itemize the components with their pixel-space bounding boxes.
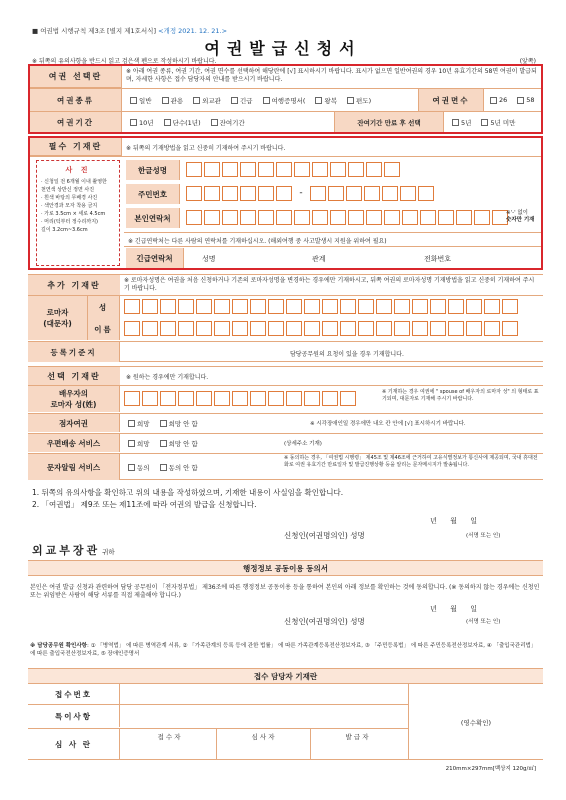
period-single[interactable]: 단수(1년) [160,118,201,127]
roman-label [28,296,88,340]
passport-period-options [126,118,251,127]
type-general[interactable]: 일반 [126,96,152,105]
delivery-label: 우편배송 서비스 [28,434,120,452]
col-issuer: 발 급 자 [345,733,369,741]
special-label: 특이사항 [28,705,120,727]
delivery-options [124,439,204,448]
after-5y[interactable]: 5년 [448,118,471,127]
braille-note: ※ 시각장애인일 경우에만 내오 칸 안에 [√] 표시하시기 바랍니다. [310,421,466,427]
delivery-no[interactable]: 희망 안 함 [156,439,198,448]
optional-notice: ※ 원하는 경우에만 기재합니다. [126,374,209,381]
photo-box[interactable] [36,160,120,266]
required-notice: ※ 뒤쪽의 기재방법을 읽고 신중히 기재하여 주시기 바랍니다. [126,145,286,152]
fee-confirm: (영수확인) [460,719,492,727]
type-diplomat[interactable]: 외교관 [189,96,221,105]
given-label: 이름 [88,318,120,340]
admin-share-header [28,560,543,576]
standard-note: 담당공무원의 요청이 있을 경우 기재합니다. [290,351,404,358]
declaration-signer: 신청인(여권명의인) 성명 [284,531,365,540]
col-receiver: 접 수 자 [157,733,181,741]
required-label: 필수 기재란 [30,138,122,156]
phone-note [506,210,534,224]
form-reference [32,26,227,35]
sms-note: ※ 동의하는 경우, 「여권법 시행령」 제45조 및 제46조에 근거하여 고유식별정보가 통신사에 제공되며, 국내 휴대전화로 여권 유효기간 만료일자 및 발급진행상황 등을 알리는 문자메시지가 발송됩니다. [284,455,538,468]
phone-boxes[interactable] [186,210,508,225]
declaration-date: 년 월 일 [430,517,477,525]
spouse-label-1: 배우자의 [59,389,88,398]
given-boxes[interactable] [124,321,518,336]
passport-type-label: 여권종류 [30,89,122,111]
delivery-yes[interactable]: 희망 [124,439,150,448]
rrn-boxes[interactable]: - [186,186,434,201]
form-reg: ■ 여권법 시행규칙 제3조 [별지 제1호서식] [32,27,157,35]
after-under-5y[interactable]: 5년 미만 [477,118,515,127]
declaration-line-2: 2. 「여권법」 제9조 또는 제11조에 따라 여권의 발급을 신청합니다. [32,500,257,509]
rrn-label: 주민번호 [126,184,180,204]
recipient-honorific: 귀하 [102,548,115,556]
photo-line: · 흰색 바탕의 무배경 사진 [41,195,98,201]
official-check-text: : ① 「병역법」 에 따른 병역관계 서류, ② 「가족관계의 등록 등에 관한 법률」 에 따른 가족관계등록전산정보자료, ③ 「주민등록법」 에 따른 주민등록전산정보자료, ④ 「출입국관리법」 에 따른 출입국전산정보자료, ⑤ 장애인증명서 [30,643,537,657]
korean-name-label: 한글성명 [126,160,180,180]
recipient [32,542,115,558]
admin-share-body: 본인은 여권 발급 신청과 관련하여 담당 공무원이 「전자정부법」 제36조에 따른 행정정보 공동이용 등을 통하여 본인의 아래 정보를 확인하는 것에 동의합니다. (※ 동의하지 않는 경우에는 신청인 또는 위임받은 사람이 해당 서류를 직접 제출해야 합니다.) [30,584,540,599]
spouse-label-2: 로마자 성(姓) [50,400,97,409]
photo-title: 사 진 [65,166,91,174]
photo-line: · 색안경과 모자 착용 금지 [41,203,98,209]
receipt-no-label: 접수번호 [28,684,120,704]
photo-line: 천연색 상반신 정면 사진 [41,187,95,193]
pages-58[interactable]: 58 [513,96,534,104]
passport-select-section [28,64,543,134]
type-emergency[interactable]: 긴급 [227,96,253,105]
additional-label: 추가 기재란 [28,275,120,295]
standard-label: 등록기준지 [28,342,120,362]
optional-label: 선택 기재란 [28,367,120,385]
braille-options [124,419,204,428]
surname-boxes[interactable] [124,299,518,314]
delivery-note: (상세주소 기재) [284,441,322,447]
declaration-sign: (서명 또는 인) [466,533,501,539]
additional-section [28,274,543,362]
sms-disagree[interactable]: 동의 안 함 [156,463,198,472]
type-oneway[interactable]: 편도) [343,96,371,105]
admin-share-date: 년 월 일 [430,605,477,613]
col-reviewer: 심 사 자 [251,733,275,741]
office-header [28,668,543,684]
official-check [30,642,540,658]
admin-share-sign: (서명 또는 인) [466,619,501,625]
official-check-label: ※ 담당공무원 확인사항 [30,643,87,649]
type-official[interactable]: 관용 [158,96,184,105]
type-travel-cert[interactable]: 여행증명서( [259,96,306,105]
sms-label: 문자알림 서비스 [28,454,120,480]
additional-notice: ※ 로마자성명은 여권을 처음 신청하거나 기존의 로마자성명을 변경하는 경우에만 기재하시고, 뒤쪽 여권의 로마자성명 기재방법을 읽고 신중히 기재하여 주시기 바랍니다. [124,277,535,292]
korean-name-boxes[interactable] [186,162,400,177]
form-title: 여권발급신청서 [204,39,362,58]
spouse-label [28,386,120,412]
roman-label-2: (대문자) [43,319,72,328]
page-side: (앞쪽) [519,58,536,65]
sms-agree[interactable]: 동의 [124,463,150,472]
photo-line: · 머리(턱부터 정수리까지) [41,219,98,225]
photo-line: · 신청일 전 6개월 이내 촬영한 [41,179,107,185]
optional-section [28,366,543,480]
required-section [28,136,543,270]
emergency-label: 긴급연락처 [126,248,184,268]
passport-pages-options [486,96,541,104]
reviewer-label: 심 사 란 [28,729,120,759]
period-10y[interactable]: 10년 [126,118,154,127]
period-remaining[interactable]: 잔여기간 [207,118,245,127]
emergency-relation: 관계 [312,255,326,263]
braille-yes[interactable]: 희망 [124,419,150,428]
phone-label: 본인연락처 [126,208,180,228]
passport-select-label: 여권 선택란 [30,66,122,88]
admin-share-title: 행정정보 공동이용 동의서 [243,563,328,573]
period-after-options [448,118,521,127]
phone-note-2: 숫자만 기재 [506,217,535,223]
braille-no[interactable]: 희망 안 함 [156,419,198,428]
period-after-label: 잔여기간 만료 후 선택 [334,112,444,132]
spouse-boxes[interactable] [124,391,356,406]
phone-note-1: ※'-' 없이 [506,210,528,216]
emergency-phone: 전화번호 [424,255,452,263]
surname-label: 성 [88,296,120,318]
photo-line: · 가로 3.5cm × 세로 4.5cm [41,211,106,217]
passport-select-notice: ※ 아래 여권 종류, 여권 기간, 여권 면수를 선택하여 해당란에 [√] 표시하시기 바랍니다. 표시가 없으면 일반여권의 경우 10년 유효기간의 58면 여권이 발급되며, 자세한 사항은 접수 담당자의 안내를 받으시기 바랍니다. [126,68,537,83]
roman-label-1: 로마자 [46,308,69,317]
sms-options [124,463,204,472]
photo-line: 길이 3.2cm~3.6cm [41,227,88,233]
emergency-name: 성명 [202,255,216,263]
declaration-line-1: 1. 뒤쪽의 유의사항을 확인하고 위의 내용을 작성하였으며, 기재한 내용이 사실임을 확인합니다. [32,488,344,497]
revision-date: <개정 2021. 12. 21.> [158,27,228,35]
type-round[interactable]: 왕복 [311,96,337,105]
emergency-notice: ※ 긴급연락처는 다른 사람의 연락처를 기재하십시오. (해외여행 중 사고발생시 지원을 위하여 필요) [128,238,387,245]
pages-26[interactable]: 26 [486,96,507,104]
office-table [28,684,543,760]
header-note: ※ 뒤쪽의 유의사항을 반드시 읽고 검은색 펜으로 작성하시기 바랍니다. [32,58,217,65]
office-title: 접수 담당자 기재란 [253,671,318,681]
braille-label: 점자여권 [28,414,120,432]
admin-share-signer: 신청인(여권명의인) 성명 [284,617,365,626]
passport-pages-label: 여권면수 [418,89,484,111]
recipient-name: 외교부장관 [32,544,101,557]
paper-spec: 210mm×297mm[백상지 120g/㎡] [445,766,536,772]
passport-period-label: 여권기간 [30,112,122,132]
passport-type-options [126,96,377,105]
spouse-note: ※ 기재하는 경우 여권에 " spouse of 배우자의 로마자 성" 의 형태로 표기되며, 대문자로 기재해 주시기 바랍니다. [382,389,539,402]
